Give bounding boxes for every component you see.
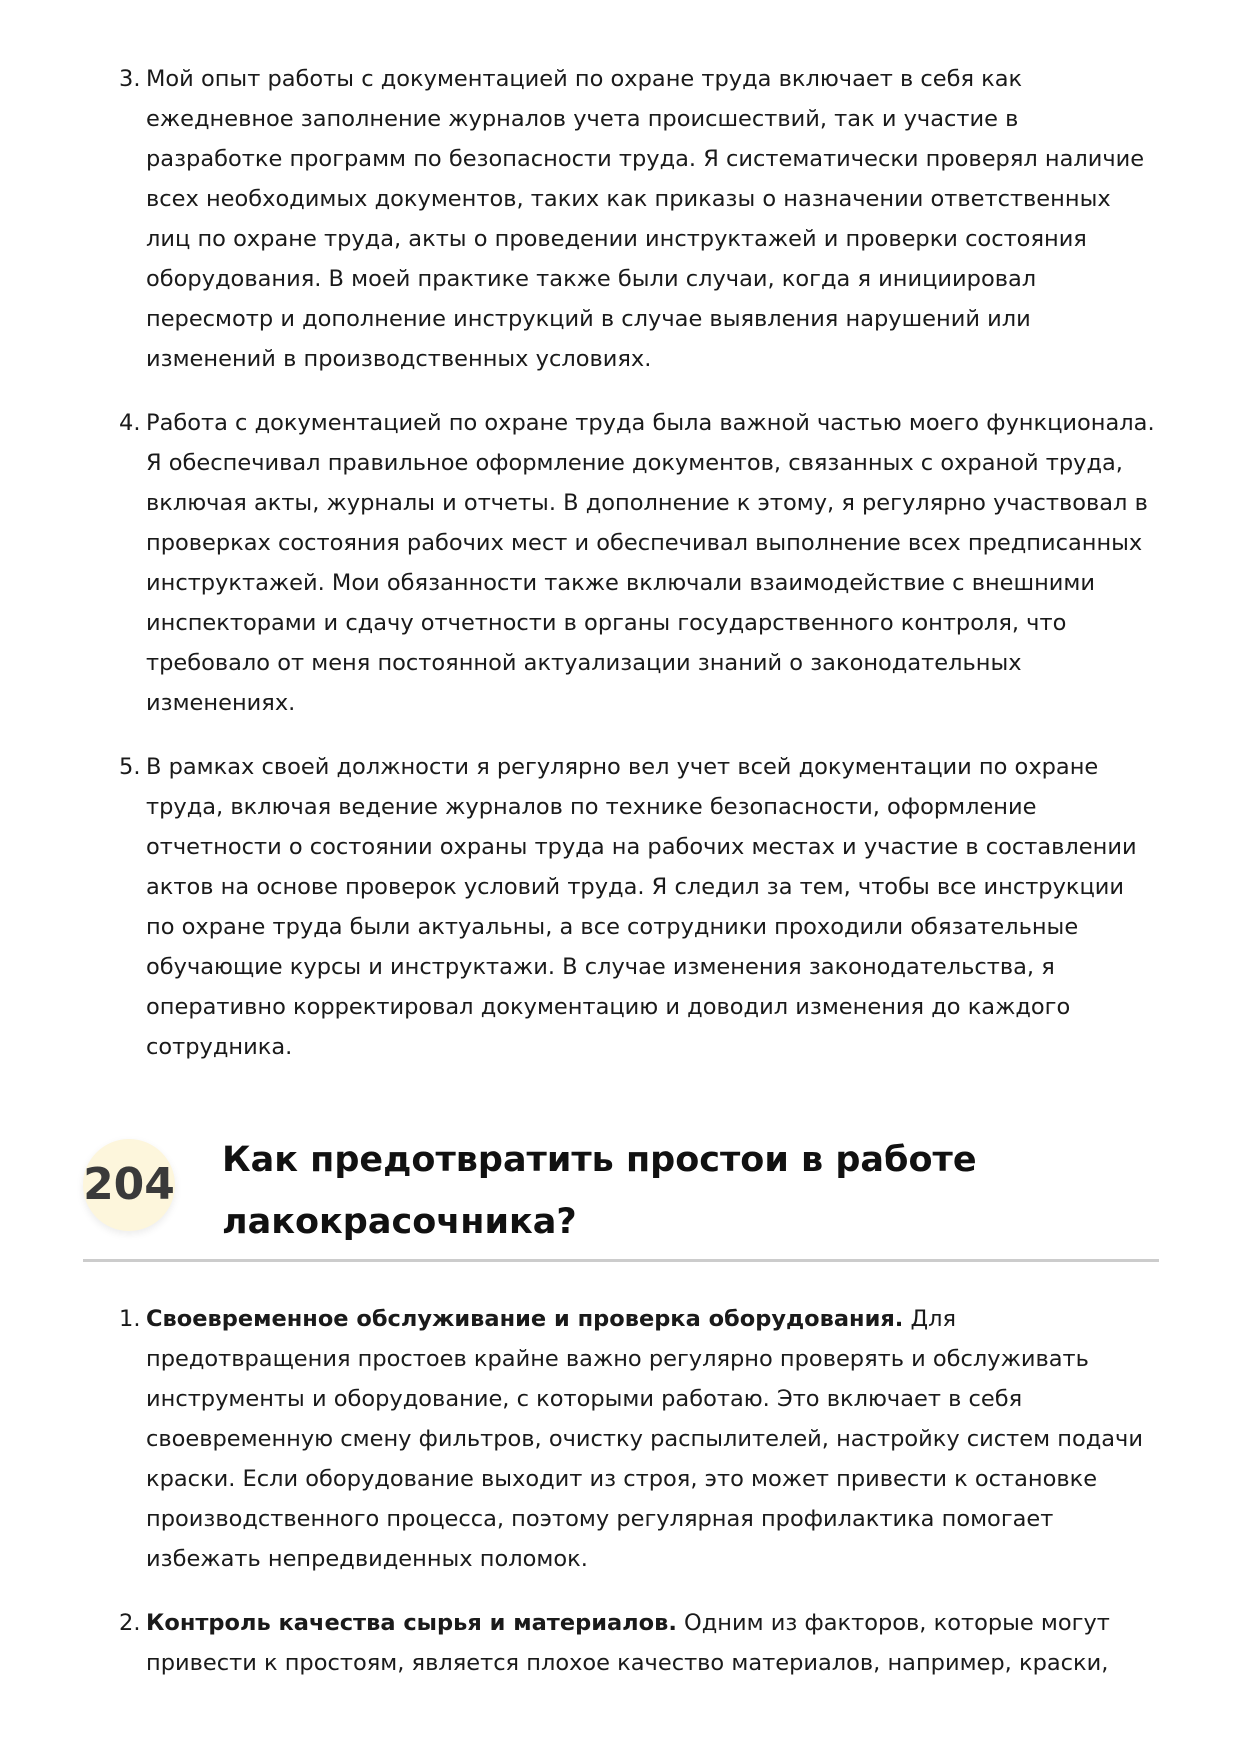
question-header [83, 1123, 1159, 1261]
list-item-text: Мой опыт работы с документацией по охране труда включает в себя как ежедневное заполнение журналов учета происшествий, так и участие в разработке программ по безопасности труда. Я систематически проверял наличие всех необходимых документов, таких как приказы о назначении ответственных лиц по охране труда, акты о проведении инструктажей и проверки состояния оборудования. В моей практике также были случаи, когда я инициировал пересмотр и дополнение инструкций в случае выявления нарушений или изменений в производственных условиях. [146, 66, 1145, 372]
list-item [119, 747, 1159, 1067]
list-item-text: В рамках своей должности я регулярно вел учет всей документации по охране труда, включая ведение журналов по технике безопасности, оформление отчетности о состоянии охраны труда на рабочих местах и участие в составлении актов на основе проверок условий труда. Я следил за тем, чтобы все инструкции по охране труда были актуальны, а все сотрудники проходили обязательные обучающие курсы и инструктажи. В случае изменения законодательства, я оперативно корректировал документацию и доводил изменения до каждого сотрудника. [146, 754, 1137, 1060]
question-number: 204 [83, 1159, 175, 1210]
list-item [119, 59, 1159, 379]
list-item [119, 403, 1159, 723]
list-item-heading: Своевременное обслуживание и проверка оборудования. [146, 1306, 904, 1332]
question-title-line-1: Как предотвратить простои в работе [222, 1140, 977, 1180]
question-number-badge [83, 1139, 175, 1231]
list-item-text: Одним из факторов, которые могут привести к простоям, является плохое качество материалов, например, краски, [146, 1610, 1110, 1676]
list-item-number: 3. [119, 66, 141, 92]
answer-list [119, 59, 1159, 1091]
list-item-text: Для предотвращения простоев крайне важно регулярно проверять и обслуживать инструменты и оборудование, с которыми работаю. Это включает в себя своевременную смену фильтров, очистку распылителей, настройку систем подачи краски. Если оборудование выходит из строя, это может привести к остановке производственного процесса, поэтому регулярная профилактика помогает избежать непредвиденных поломок. [146, 1306, 1143, 1572]
list-item [119, 1299, 1159, 1579]
list-item-number: 5. [119, 754, 141, 780]
question-title [222, 1129, 1152, 1253]
list-item-number: 4. [119, 410, 141, 436]
list-item-number: 1. [119, 1306, 141, 1332]
answer-list [119, 1299, 1159, 1707]
list-item-number: 2. [119, 1610, 141, 1636]
list-item [119, 1603, 1159, 1683]
question-title-line-2: лакокрасочника? [222, 1202, 577, 1242]
question-divider [83, 1259, 1159, 1262]
list-item-heading: Контроль качества сырья и материалов. [146, 1610, 677, 1636]
list-item-text: Работа с документацией по охране труда была важной частью моего функционала. Я обеспечивал правильное оформление документов, связанных с охраной труда, включая акты, журналы и отчеты. В дополнение к этому, я регулярно участвовал в проверках состояния рабочих мест и обеспечивал выполнение всех предписанных инструктажей. Мои обязанности также включали взаимодействие с внешними инспекторами и сдачу отчетности в органы государственного контроля, что требовало от меня постоянной актуализации знаний о законодательных изменениях. [146, 410, 1155, 716]
